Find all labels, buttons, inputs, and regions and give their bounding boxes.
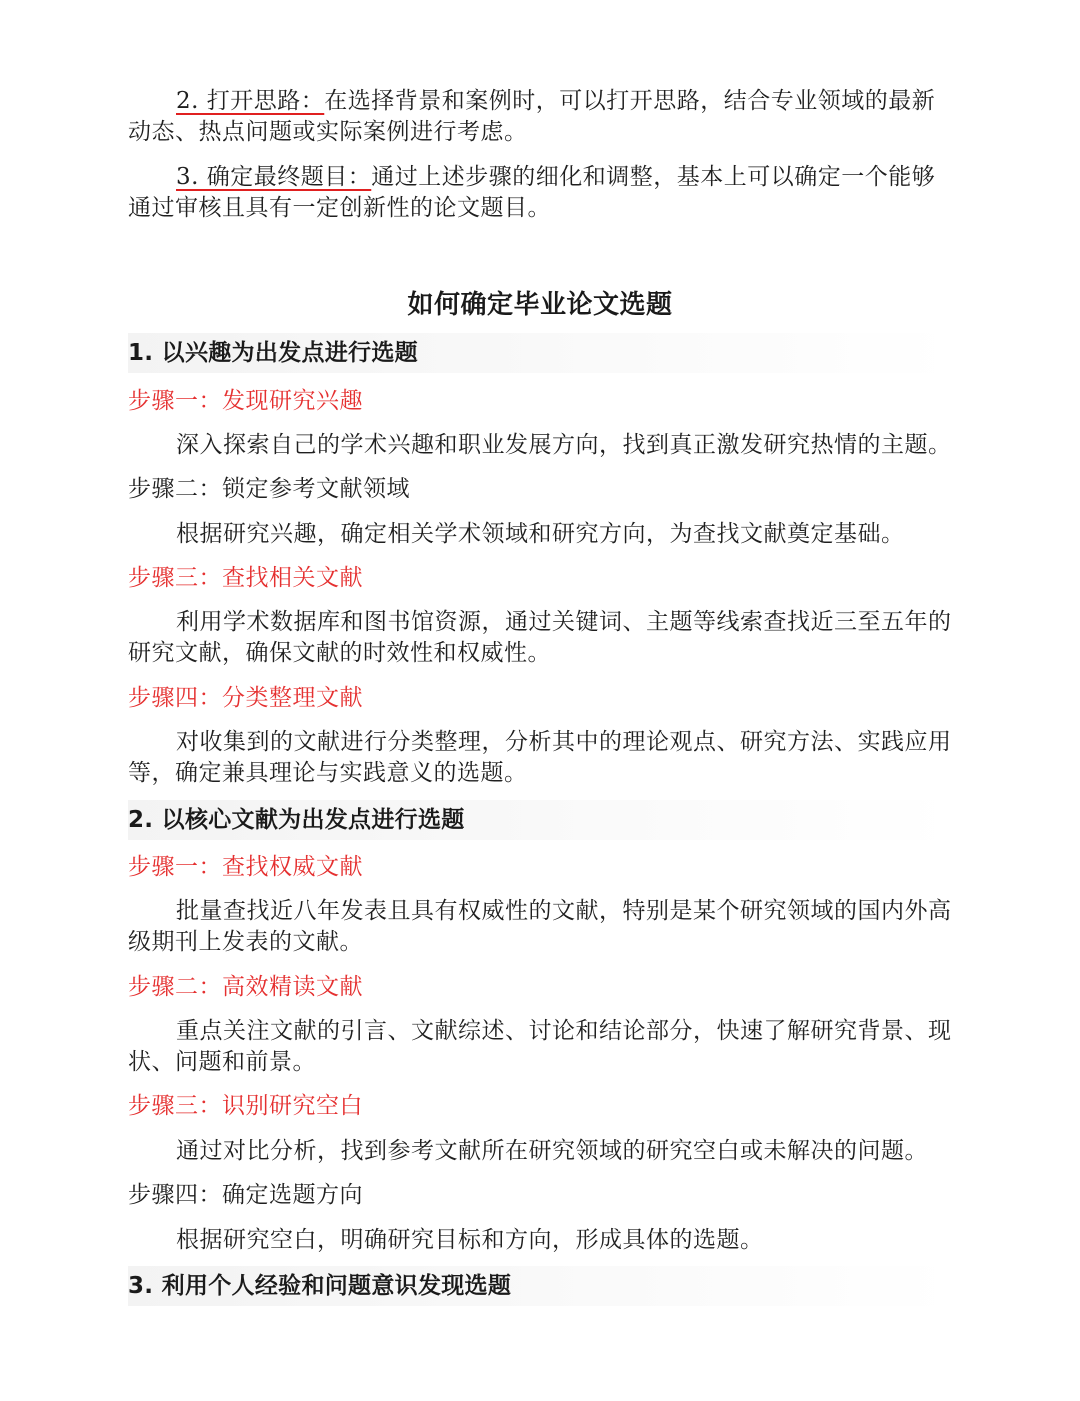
step-text: 深入探索自己的学术兴趣和职业发展方向，找到真正激发研究热情的主题。 [176,432,952,458]
step-text: 根据研究兴趣，确定相关学术领域和研究方向，为查找文献奠定基础。 [176,521,905,547]
intro-paragraph-2 [128,86,952,148]
step-text: 对收集到的文献进行分类整理，分析其中的理论观点、研究方法、实践应用等，确定兼具理论与实践意义的选题。 [128,729,952,786]
step-label: 步骤四：确定选题方向 [128,1182,363,1208]
step-text: 批量查找近八年发表且具有权威性的文献，特别是某个研究领域的国内外高级期刊上发表的文献。 [128,898,952,955]
intro-text-3: 通过上述步骤的细化和调整，基本上可以确定一个能够通过审核且具有一定创新性的论文题目。 [128,164,936,221]
step-label: 步骤三：识别研究空白 [128,1093,363,1119]
step-text: 重点关注文献的引言、文献综述、讨论和结论部分，快速了解研究背景、现状、问题和前景。 [128,1018,952,1075]
step-label: 步骤三：查找相关文献 [128,565,363,591]
step-text: 通过对比分析，找到参考文献所在研究领域的研究空白或未解决的问题。 [176,1138,928,1164]
section-heading-3: 3. 利用个人经验和问题意识发现选题 [128,1266,954,1306]
step-label: 步骤二：锁定参考文献领域 [128,476,410,502]
step-label: 步骤二：高效精读文献 [128,974,363,1000]
intro-paragraph-3 [128,162,952,224]
section-heading-1: 1. 以兴趣为出发点进行选题 [128,333,954,373]
step-text: 根据研究空白，明确研究目标和方向，形成具体的选题。 [176,1227,764,1253]
intro-label-2: 2. 打开思路： [176,88,325,114]
section-heading-2: 2. 以核心文献为出发点进行选题 [128,800,954,840]
step-label: 步骤四：分类整理文献 [128,685,363,711]
step-label: 步骤一：查找权威文献 [128,854,363,880]
intro-text-2: 在选择背景和案例时，可以打开思路，结合专业领域的最新动态、热点问题或实际案例进行考虑。 [128,88,936,145]
step-text: 利用学术数据库和图书馆资源，通过关键词、主题等线索查找近三至五年的研究文献，确保文献的时效性和权威性。 [128,609,952,666]
page-title: 如何确定毕业论文选题 [407,290,673,320]
intro-label-3: 3. 确定最终题目： [176,164,372,190]
step-label: 步骤一：发现研究兴趣 [128,388,363,414]
